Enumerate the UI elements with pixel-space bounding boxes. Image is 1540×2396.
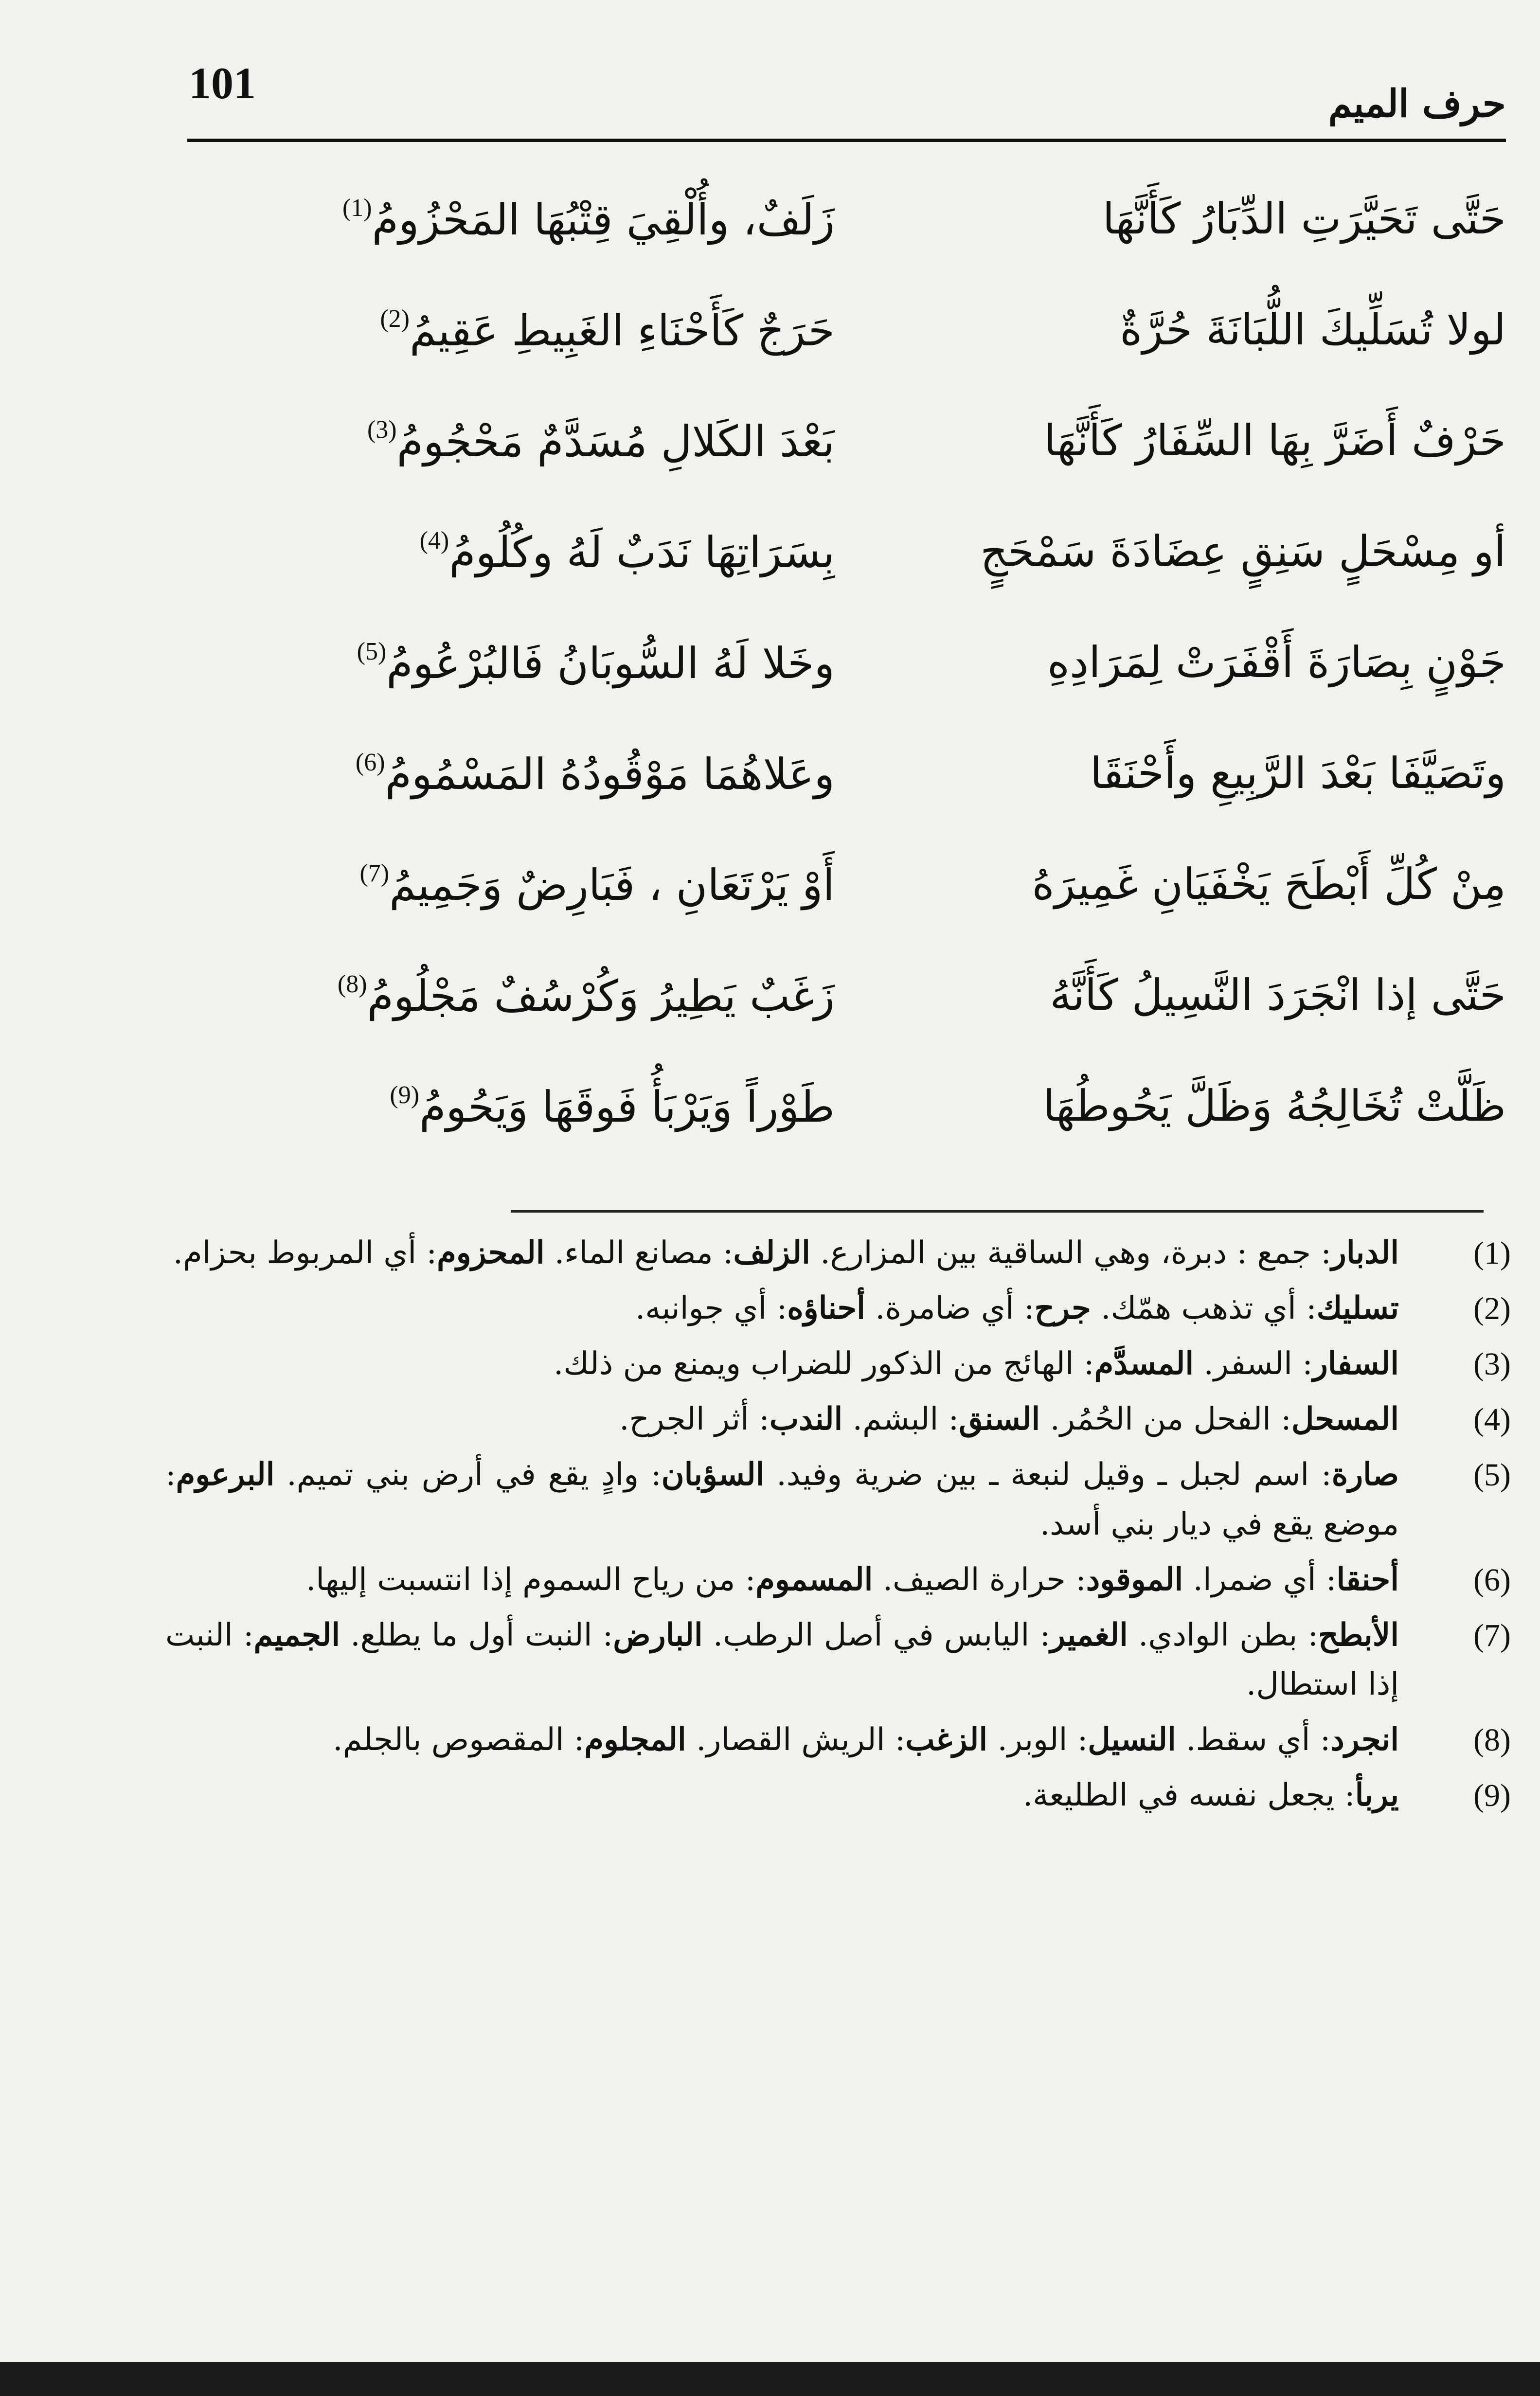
- footnote-term: السنق: [959, 1401, 1040, 1438]
- footnote-number: (7): [1473, 1617, 1511, 1653]
- verse-second-hemistich: [367, 415, 835, 466]
- verse-second-hemistich-text: وخَلا لَهُ السُّوبَانُ فَالبُرْعُومُ: [386, 638, 835, 688]
- footnote-text: : الهائج من الذكور للضراب ويمنع من ذلك.: [554, 1346, 1094, 1382]
- footnote-text: : النبت إذا استطال.: [165, 1617, 1399, 1702]
- footnote-text: : الفحل من الحُمُر.: [1040, 1401, 1291, 1438]
- footnote: [165, 1395, 1511, 1444]
- footnote-number: (3): [1473, 1346, 1511, 1382]
- footnote-text: : جمع : دبرة، وهي الساقية بين المزارع.: [810, 1235, 1331, 1271]
- footnote-number: (8): [1473, 1722, 1511, 1758]
- footnote-number: (2): [1473, 1291, 1511, 1327]
- footnote-text: : البشم.: [842, 1401, 959, 1438]
- verse-first-hemistich: حَرْفٌ أَضَرَّ بِهَا السِّفَارُ كَأَنَّهَا: [1044, 415, 1506, 465]
- footnote-text: : يجعل نفسه في الطليعة.: [1022, 1777, 1355, 1814]
- footnote-term: المجلوم: [584, 1721, 686, 1758]
- verse-second-hemistich: [420, 526, 835, 577]
- footnote-term: أحنقا: [1336, 1561, 1399, 1598]
- verse-line: [180, 291, 1506, 402]
- verse-second-hemistich-text: بِسَرَاتِهَا نَدَبٌ لَهُ وكُلُومُ: [449, 527, 835, 577]
- footnote-term: السفار: [1312, 1345, 1399, 1382]
- verse-line: [180, 402, 1506, 513]
- footnote: [165, 1770, 1511, 1820]
- verse-line: [180, 845, 1506, 956]
- footnote-text: : بطن الوادي.: [1128, 1617, 1319, 1653]
- footnote-term: الغمير: [1050, 1616, 1128, 1653]
- verse-second-hemistich-text: بَعْدَ الكَلالِ مُسَدَّمٌ مَحْجُومُ: [396, 416, 835, 466]
- verse-second-hemistich: [342, 194, 835, 245]
- footnote-text: : وادٍ يقع في أرض بني تميم.: [274, 1457, 662, 1493]
- footnote-term: المسدَّم: [1094, 1345, 1194, 1382]
- footnote-text: : موضع يقع في ديار بني أسد.: [165, 1457, 1399, 1542]
- footnote-term: الزغب: [905, 1721, 988, 1758]
- footnote: [165, 1555, 1511, 1605]
- verse-second-hemistich-text: أَوْ يَرْتَعَانِ ، فَبَارِضٌ وَجَمِيمُ: [389, 860, 835, 910]
- footnote-term: الأبطح: [1318, 1616, 1399, 1653]
- footnote-term: النسيل: [1088, 1721, 1176, 1758]
- verse-second-hemistich-text: زَغَبٌ يَطِيرُ وَكُرْسُفٌ مَجْلُومُ: [367, 971, 835, 1021]
- verse-line: [180, 1067, 1506, 1178]
- footnote-term: الدبار: [1331, 1234, 1399, 1271]
- footnote-reference: (7): [359, 859, 390, 887]
- header-rule: [187, 139, 1506, 142]
- footnote-term: جرح: [1034, 1290, 1091, 1327]
- footnote-text: : أثر الجرح.: [619, 1401, 770, 1438]
- scan-edge: [0, 2362, 1540, 2396]
- footnote: [165, 1610, 1511, 1709]
- verse-first-hemistich: ظَلَّتْ تُخَالِجُهُ وَظَلَّ يَحُوطُهَا: [1043, 1081, 1506, 1131]
- verse-line: [180, 624, 1506, 734]
- verse-line: [180, 956, 1506, 1067]
- footnote-reference: (1): [342, 194, 372, 222]
- footnote-reference: (6): [355, 749, 385, 776]
- verse-second-hemistich-text: زَلَفٌ، وأُلْقِيَ قِتْبُهَا المَحْزُومُ: [372, 195, 835, 245]
- verse-second-hemistich: [356, 748, 835, 799]
- footnote-reference: (8): [337, 970, 367, 998]
- footnote-text: : أي تذهب همّك.: [1091, 1290, 1317, 1327]
- footnote-number: (5): [1473, 1457, 1511, 1493]
- footnote-term: الندب: [769, 1401, 843, 1438]
- footnote-number: (9): [1473, 1778, 1511, 1814]
- verse-second-hemistich-text: وعَلاهُمَا مَوْقُودُهُ المَسْمُومُ: [385, 749, 835, 799]
- verse-first-hemistich: مِنْ كُلِّ أَبْطَحَ يَخْفَيَانِ غَمِيرَهُ: [1032, 859, 1506, 909]
- verse-first-hemistich: جَوْنٍ بِصَارَةَ أَقْفَرَتْ لِمَرَادِهِ: [1047, 637, 1506, 687]
- verse-second-hemistich: [380, 304, 835, 356]
- verse-first-hemistich: حَتَّى تَحَيَّرَتِ الدِّبَارُ كَأَنَّهَا: [1102, 194, 1506, 244]
- footnote-text: : السفر.: [1194, 1346, 1313, 1382]
- footnote-text: : حرارة الصيف.: [873, 1561, 1086, 1598]
- footnote: [165, 1228, 1511, 1278]
- footnote-term: أحناؤه: [787, 1290, 865, 1327]
- verse-line: [180, 513, 1506, 624]
- footnote-text: : أي ضامرة.: [865, 1290, 1035, 1327]
- verse-line: [180, 734, 1506, 845]
- verse-second-hemistich: [338, 970, 835, 1021]
- footnote-term: المحزوم: [437, 1234, 545, 1271]
- footnote-text: : الوبر.: [987, 1721, 1088, 1758]
- footnote-text: : أي المربوط بحزام.: [173, 1235, 437, 1271]
- footnote-text: : النبت أول ما يطلع.: [340, 1617, 613, 1653]
- footnote-reference: (5): [357, 638, 387, 665]
- footnote-text: : المقصوص بالجلم.: [333, 1721, 585, 1758]
- verse-line: [180, 180, 1506, 291]
- footnote-text: : الريش القصار.: [686, 1721, 906, 1758]
- running-title: حرف الميم: [1328, 82, 1506, 126]
- footnote-text: : أي سقط.: [1176, 1721, 1331, 1758]
- verse-second-hemistich: [359, 859, 835, 910]
- verse-first-hemistich: أو مِسْحَلٍ سَنِقٍ عِضَادَةَ سَمْحَجٍ: [980, 526, 1506, 576]
- footnote: [165, 1450, 1511, 1549]
- footnote-term: الجميم: [253, 1616, 340, 1653]
- verse-first-hemistich: لولا تُسَلِّيكَ اللُّبَانَةَ حُرَّةٌ: [1120, 304, 1506, 355]
- footnote-term: البارض: [613, 1616, 703, 1653]
- footnote-number: (4): [1473, 1402, 1511, 1438]
- verse-second-hemistich-text: طَوْراً وَيَرْبَأُ فَوقَهَا وَيَحُومُ: [419, 1082, 835, 1132]
- footnote-term: الموقود: [1086, 1561, 1183, 1598]
- footnote-term: المسموم: [755, 1561, 873, 1598]
- footnote: [165, 1339, 1511, 1389]
- footnote-term: يربأ: [1355, 1777, 1399, 1814]
- verse-second-hemistich: [390, 1081, 835, 1132]
- footnote-term: السؤبان: [661, 1456, 765, 1493]
- footnote-term: المسحل: [1291, 1401, 1399, 1438]
- footnote-text: : اليابس في أصل الرطب.: [702, 1617, 1051, 1653]
- footnote-reference: (9): [390, 1081, 420, 1109]
- footnote-number: (6): [1473, 1562, 1511, 1598]
- footnote-reference: (4): [419, 527, 449, 554]
- footnote-reference: (2): [380, 305, 410, 333]
- footnote-text: : أي جوانبه.: [635, 1290, 788, 1327]
- verse-first-hemistich: وتَصَيَّفَا بَعْدَ الرَّبِيعِ وأَحْنَقَا: [1090, 748, 1506, 798]
- footnote-text: : مصانع الماء.: [544, 1235, 734, 1271]
- footnote-term: تسليك: [1316, 1290, 1399, 1327]
- footnote-rule: [511, 1210, 1484, 1213]
- footnote: [165, 1284, 1511, 1333]
- footnote: [165, 1715, 1511, 1765]
- footnote-term: انجرد: [1330, 1721, 1399, 1758]
- page-number: 101: [189, 58, 256, 108]
- verse-second-hemistich-text: حَرَجٌ كَأَحْنَاءِ الغَبِيطِ عَقِيمُ: [409, 305, 835, 356]
- footnote-text: : أي ضمرا.: [1183, 1561, 1337, 1598]
- poem: [180, 180, 1506, 1178]
- footnote-term: الزلف: [733, 1234, 810, 1271]
- footnotes: [165, 1228, 1511, 1826]
- verse-first-hemistich: حَتَّى إذا انْجَرَدَ النَّسِيلُ كَأَنَّهُ: [1050, 970, 1506, 1020]
- verse-second-hemistich: [357, 637, 835, 688]
- footnote-text: : اسم لجبل ـ وقيل لنبعة ـ بين ضرية وفيد.: [764, 1457, 1332, 1493]
- footnote-reference: (3): [367, 416, 397, 444]
- footnote-term: البرعوم: [176, 1456, 275, 1493]
- footnote-number: (1): [1473, 1235, 1511, 1271]
- footnote-text: : من رياح السموم إذا انتسبت إليها.: [305, 1561, 756, 1598]
- footnote-term: صارة: [1331, 1456, 1399, 1493]
